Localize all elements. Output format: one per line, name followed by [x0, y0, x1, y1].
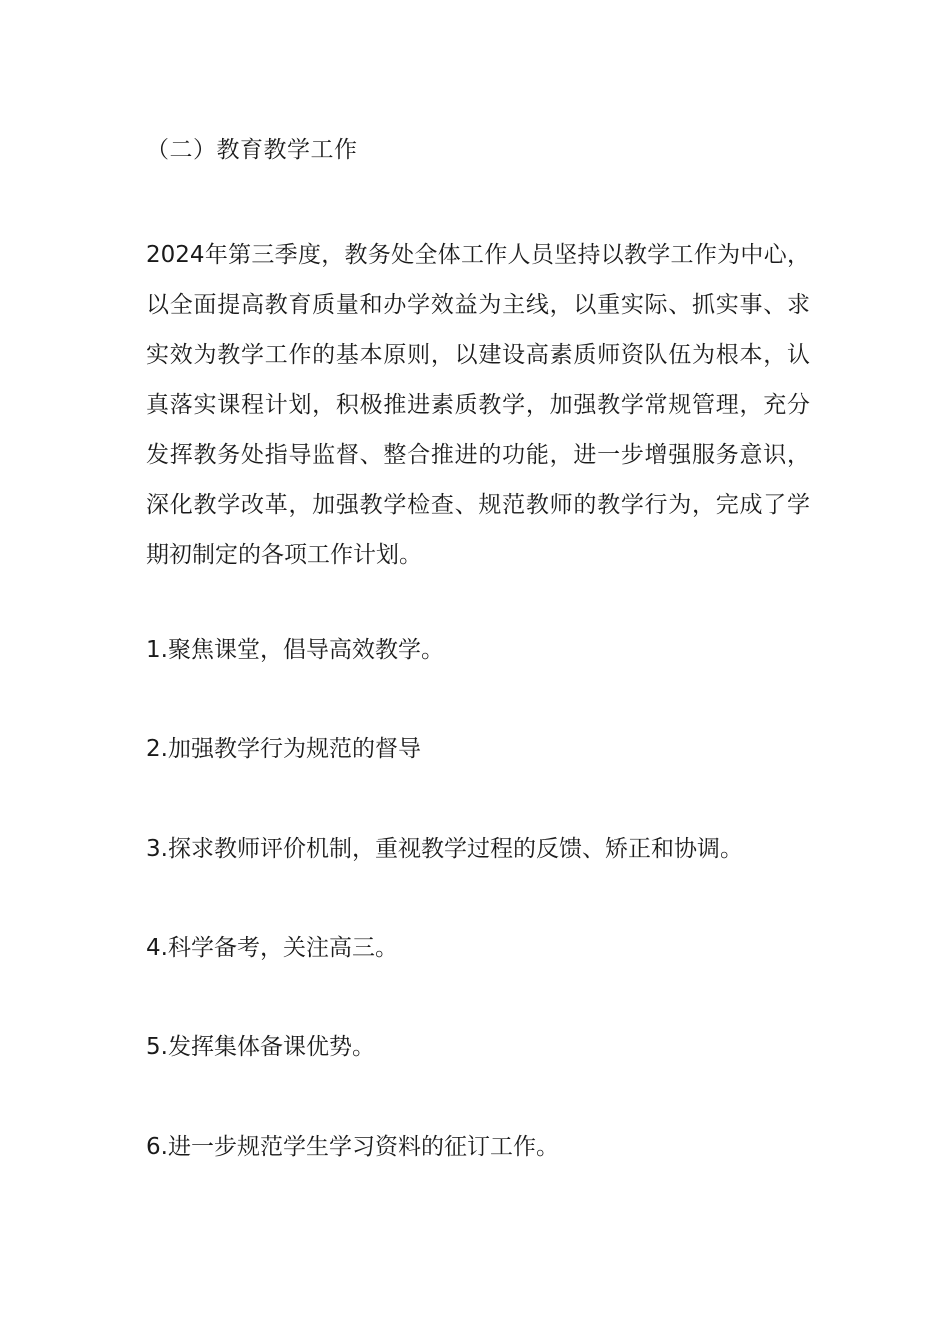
list-item: 1.聚焦课堂，倡导高效教学。 — [146, 637, 444, 663]
section-heading: （二）教育教学工作 — [146, 137, 358, 163]
list-item: 6.进一步规范学生学习资料的征订工作。 — [146, 1134, 559, 1160]
list-item: 2.加强教学行为规范的督导 — [146, 736, 421, 762]
list-item: 5.发挥集体备课优势。 — [146, 1034, 375, 1060]
list-item: 4.科学备考，关注高三。 — [146, 935, 398, 961]
list-item: 3.探求教师评价机制，重视教学过程的反馈、矫正和协调。 — [146, 836, 743, 862]
body-paragraph: 2024年第三季度，教务处全体工作人员坚持以教学工作为中心，以全面提高教育质量和办学效益为主线，以重实际、抓实事、求实效为教学工作的基本原则，以建设高素质师资队伍为根本，认真落实课程计划，积极推进素质教学，加强教学常规管理，充分发挥教务处指导监督、整合推进的功能，进一步增强服务意识，深化教学改革，加强教学检查、规范教师的教学行为，完成了学期初制定的各项工作计划。 — [146, 242, 810, 568]
